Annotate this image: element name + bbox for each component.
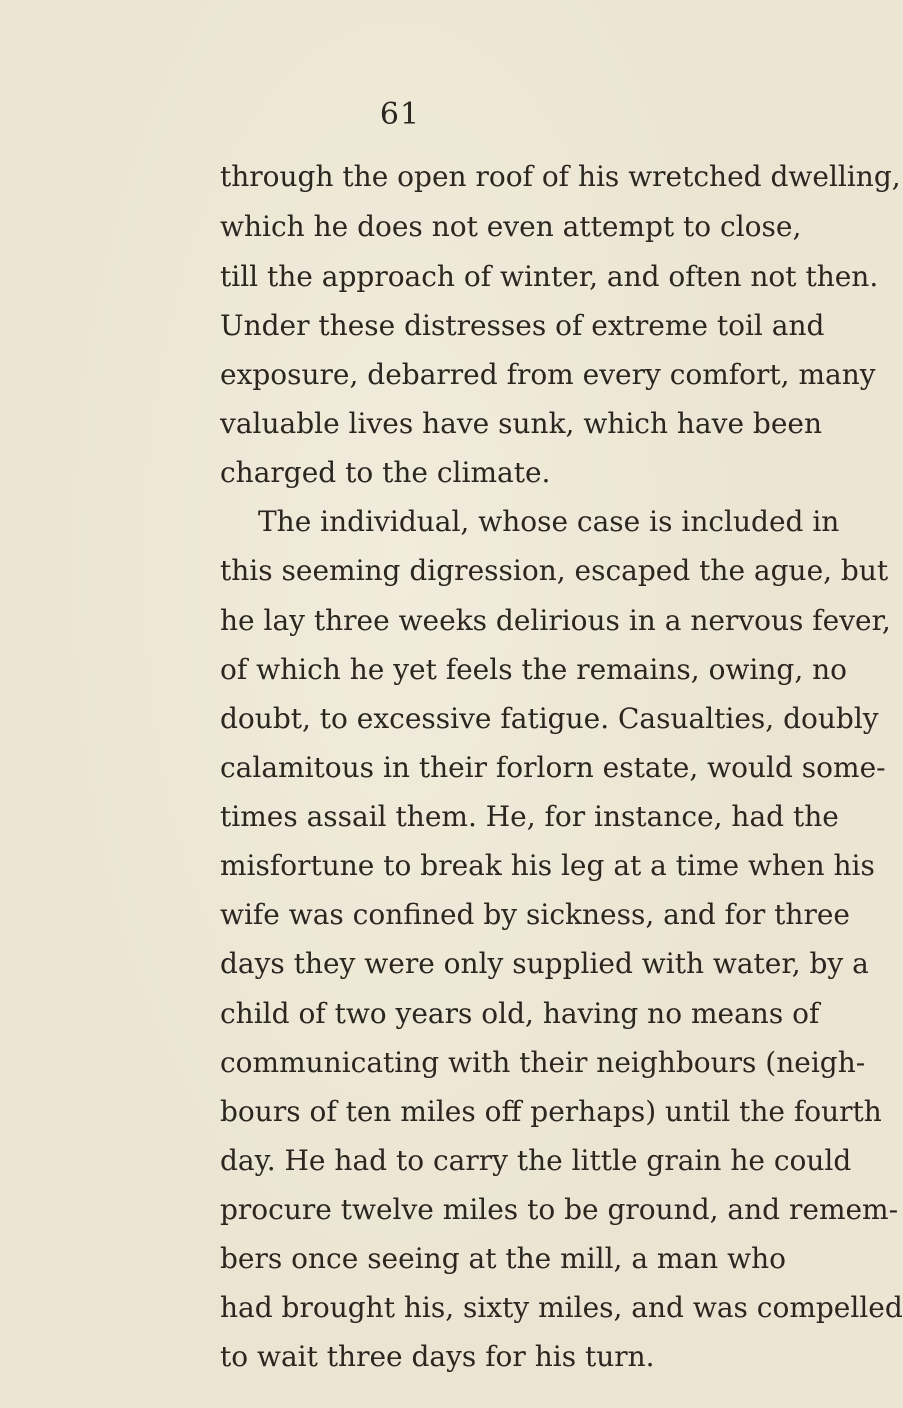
text-line: calamitous in their forlorn estate, would some- [220, 751, 886, 784]
text-line: of which he yet feels the remains, owing, no [220, 653, 848, 686]
page-number: 61 [379, 97, 421, 132]
text-line: day. He had to carry the little grain he could [220, 1144, 852, 1177]
paragraph-start-line: The individual, whose case is included in [258, 505, 840, 538]
text-line: which he does not even attempt to close, [220, 210, 802, 243]
text-line: bers once seeing at the mill, a man who [220, 1242, 786, 1275]
text-line: wife was confined by sickness, and for three [220, 898, 850, 931]
text-line: Under these distresses of extreme toil and [220, 309, 825, 342]
text-line: child of two years old, having no means of [220, 997, 820, 1030]
text-line: this seeming digression, escaped the ague, but [220, 554, 889, 587]
paragraph-end-line: to wait three days for his turn. [220, 1340, 655, 1373]
text-line: through the open roof of his wretched dwelling, [220, 160, 901, 193]
text-line: he lay three weeks delirious in a nervous fever, [220, 604, 891, 637]
text-line: till the approach of winter, and often not then. [220, 260, 879, 293]
text-line: times assail them. He, for instance, had the [220, 800, 839, 833]
text-line: days they were only supplied with water, by a [220, 947, 869, 980]
text-line: communicating with their neighbours (neigh- [220, 1046, 866, 1079]
text-line: exposure, debarred from every comfort, many [220, 358, 876, 391]
text-line: valuable lives have sunk, which have been [220, 407, 823, 440]
text-line: bours of ten miles off perhaps) until the fourth [220, 1095, 882, 1128]
text-line: procure twelve miles to be ground, and remem- [220, 1193, 899, 1226]
text-line: had brought his, sixty miles, and was compelled [220, 1291, 903, 1324]
text-line: doubt, to excessive fatigue. Casualties, doubly [220, 702, 879, 735]
paragraph-end-line: charged to the climate. [220, 456, 551, 489]
text-line: misfortune to break his leg at a time when his [220, 849, 875, 882]
